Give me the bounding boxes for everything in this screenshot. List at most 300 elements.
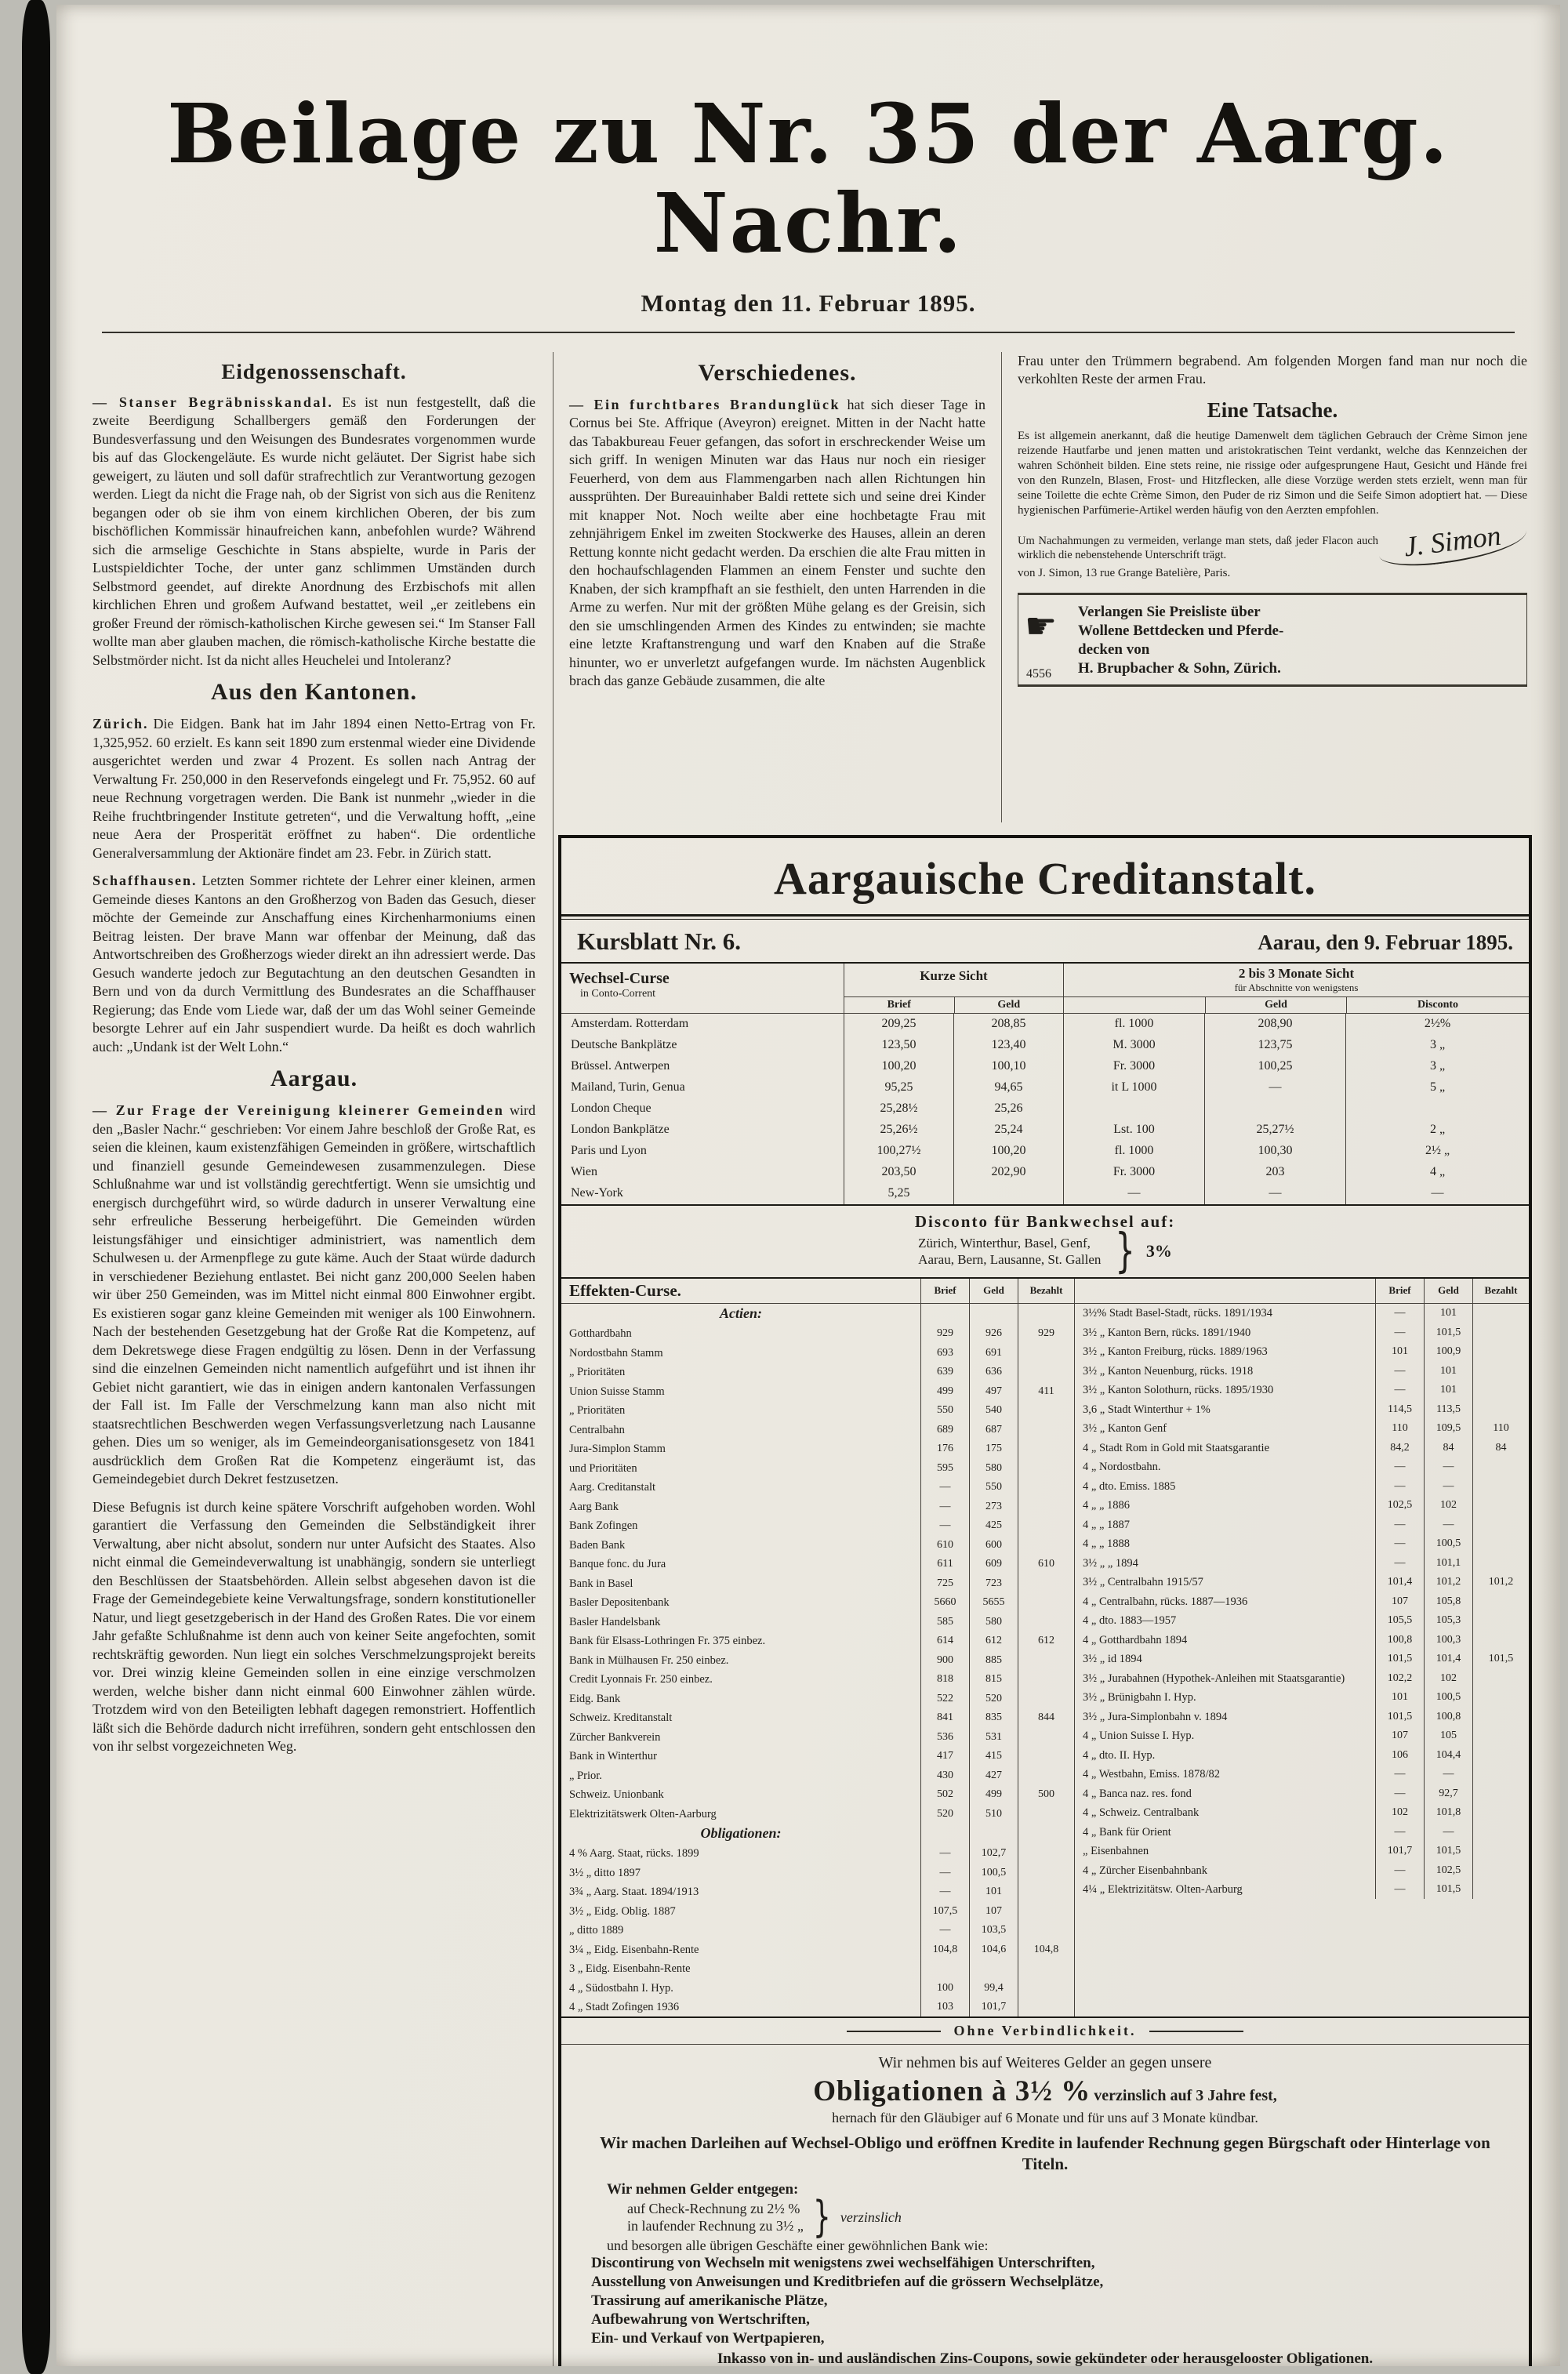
row-label: 3½ „ Jurabahnen (Hypothek-Anleihen mit Staatsgarantie) — [1083, 1672, 1345, 1685]
article-body: Die Eidgen. Bank hat im Jahr 1894 einen Netto-Ertrag von Fr. 1,325,952. 60 erzielt. Es kann seit 1890 zum erstenmal wieder eine Dividende ausgerichtet werden und zwar 4 Prozent. Es sollen nach Antrag der Verwaltung Fr. 250,000 in den Reservefonds eingelegt und Fr. 75,952. 60 auf neue Rechnung vorgetragen werden. Die Bank ist nunmehr „wieder in die Reihe fruchtbringender Institute getreten“, und die Verwaltung hofft, „eine neue Aera der Prosperität eröffnet zu haben“. Die ordentliche Generalversammlung der Aktionäre findet am 23. Febr. in Zürich statt. — [93, 716, 535, 861]
bezahlt-value: 101,5 — [1472, 1650, 1529, 1669]
row-label: und Prioritäten — [569, 1461, 637, 1475]
geld-value: 101 — [969, 1882, 1018, 1902]
geld-value: 540 — [969, 1401, 1018, 1421]
brace-glyph: } — [812, 2193, 831, 2242]
column-header-brief: Brief — [887, 998, 911, 1011]
column-header: 2 bis 3 Monate Sicht — [1238, 965, 1355, 981]
bezahlt-value — [1472, 1381, 1529, 1400]
bezahlt-value — [1472, 1745, 1529, 1765]
brief-value: 841 — [920, 1708, 969, 1728]
row-label: Bank Zofingen — [569, 1519, 638, 1533]
bezahlt-value — [1472, 1765, 1529, 1784]
geld-value: 510 — [969, 1804, 1018, 1824]
brief-value: 209,25 — [844, 1014, 953, 1035]
footer-obligationen-line — [580, 2075, 1510, 2108]
footer-gelder-entgegen: Wir nehmen Gelder entgegen: — [607, 2181, 799, 2198]
bezahlt-value — [1472, 1803, 1529, 1823]
row-label: Mailand, Turin, Genua — [571, 1080, 685, 1094]
geld-value: 600 — [969, 1535, 1018, 1555]
row-label: 3,6 „ Stadt Winterthur + 1% — [1083, 1403, 1210, 1416]
bezahlt-value — [1472, 1822, 1529, 1842]
brief-value: 102,5 — [1375, 1496, 1424, 1516]
disconto-value: 3 „ — [1345, 1035, 1529, 1056]
footer-line: und besorgen alle übrigen Geschäfte einer gewöhnlichen Bank wie: — [607, 2238, 989, 2254]
row-label: Zürcher Bankverein — [569, 1730, 661, 1744]
brief-value: — — [1375, 1534, 1424, 1554]
table-row — [1075, 1880, 1529, 1900]
geld-value: — — [1424, 1765, 1472, 1784]
table-row — [1075, 1726, 1529, 1746]
brief-value: 430 — [920, 1766, 969, 1785]
row-label: 3½ „ Jura-Simplonbahn v. 1894 — [1083, 1710, 1228, 1723]
brief-value: 203,50 — [844, 1162, 953, 1183]
table-row — [1075, 1399, 1529, 1419]
table-row — [1075, 1650, 1529, 1669]
table-row — [561, 1727, 1074, 1747]
geld-value: — — [1424, 1515, 1472, 1534]
table-row — [1075, 1457, 1529, 1477]
geld-value: 105 — [1424, 1726, 1472, 1746]
article-stanser — [93, 394, 535, 670]
brief-value: — — [1375, 1784, 1424, 1803]
table-row — [561, 1183, 1529, 1204]
konto-rate: in laufender Rechnung zu 3½ „ — [627, 2218, 804, 2234]
geld-value: 175 — [969, 1439, 1018, 1459]
column-header-geld: Geld — [954, 997, 1064, 1013]
service-line: Ein- und Verkauf von Wertpapieren, — [591, 2330, 825, 2347]
geld-value: 815 — [969, 1670, 1018, 1690]
row-label: 3½ „ Kanton Bern, rücks. 1891/1940 — [1083, 1326, 1251, 1339]
geld-value: 835 — [969, 1708, 1018, 1728]
footer-line: Wir nehmen bis auf Weiteres Gelder an gegen unsere — [878, 2054, 1212, 2072]
abschnitt-value: fl. 1000 — [1063, 1014, 1204, 1035]
bezahlt-value — [1018, 1612, 1074, 1632]
row-label: 3½ „ Kanton Freiburg, rücks. 1889/1963 — [1083, 1345, 1268, 1359]
geld-value: 101 — [1424, 1304, 1472, 1323]
brief-value: 84,2 — [1375, 1438, 1424, 1457]
disconto-value: 2 „ — [1345, 1120, 1529, 1141]
geld-value: 612 — [969, 1632, 1018, 1651]
bezahlt-value — [1018, 1844, 1074, 1864]
subcolumn-headers — [844, 996, 1063, 1013]
row-label: Elektrizitätswerk Olten-Aarburg — [569, 1807, 717, 1820]
geld-value: 100,10 — [953, 1056, 1063, 1077]
bezahlt-value — [1472, 1496, 1529, 1516]
disconto-value: 5 „ — [1345, 1077, 1529, 1098]
footer-rates-row — [580, 2193, 1510, 2242]
brief-value: — — [1375, 1323, 1424, 1342]
row-label: 3½% Stadt Basel-Stadt, rücks. 1891/1934 — [1083, 1307, 1273, 1320]
table-row — [561, 1363, 1074, 1382]
geld-value: 102,7 — [969, 1844, 1018, 1864]
geld-value: 101,5 — [1424, 1880, 1472, 1900]
right-column — [1002, 352, 1532, 822]
table-row — [561, 1478, 1074, 1497]
bezahlt-value — [1472, 1688, 1529, 1708]
table-row — [561, 1901, 1074, 1921]
empty-cell — [969, 1304, 1018, 1324]
row-label: 4 „ dto. Emiss. 1885 — [1083, 1479, 1176, 1493]
row-label: Aarg. Creditanstalt — [569, 1481, 656, 1494]
table-row — [1075, 1419, 1529, 1439]
row-label: 4 „ „ 1888 — [1083, 1537, 1131, 1551]
brief-value: 123,50 — [844, 1035, 953, 1056]
bezahlt-value — [1018, 1998, 1074, 2017]
brief-value: 101,7 — [1375, 1842, 1424, 1861]
row-label: 4 „ Centralbahn, rücks. 1887—1936 — [1083, 1595, 1248, 1608]
brief-value: 611 — [920, 1555, 969, 1574]
article-lead: — Stanser Begräbnisskandal. — [93, 394, 334, 410]
bezahlt-value — [1018, 1689, 1074, 1708]
abschnitt-value: Fr. 3000 — [1063, 1056, 1204, 1077]
row-label: 4 „ Union Suisse I. Hyp. — [1083, 1730, 1195, 1743]
creditanstalt-footer — [561, 2045, 1529, 2366]
brief-value: 25,26½ — [844, 1120, 953, 1141]
geld2-value — [1204, 1098, 1345, 1120]
footer-darleihen: Wir machen Darleihen auf Wechsel-Obligo und eröffnen Kredite in laufender Rechnung gegen Bürgschaft oder Hinterlage von Titeln. — [600, 2133, 1490, 2174]
table-row — [561, 1098, 1529, 1120]
bezahlt-value — [1472, 1726, 1529, 1746]
geld2-value: 123,75 — [1204, 1035, 1345, 1056]
table-row — [1075, 1304, 1529, 1323]
geld-value: 531 — [969, 1727, 1018, 1747]
geld-value: 113,5 — [1424, 1399, 1472, 1419]
empty-cell — [920, 1824, 969, 1844]
bezahlt-value — [1472, 1553, 1529, 1573]
brief-value: 499 — [920, 1381, 969, 1401]
geld-value: 202,90 — [953, 1162, 1063, 1183]
section-title-eidgenossenschaft: Eidgenossenschaft. — [221, 359, 407, 383]
geld-value: 105,3 — [1424, 1611, 1472, 1631]
row-label: London Cheque — [571, 1102, 652, 1116]
table-row — [561, 1120, 1529, 1141]
subheader-label: Actien: — [720, 1305, 762, 1322]
kursblatt-row — [561, 920, 1529, 964]
column-header-bezahlt: Bezahlt — [1018, 1279, 1074, 1303]
abschnitt-value — [1063, 1098, 1204, 1120]
table-row — [1075, 1765, 1529, 1784]
disconto-value: — — [1345, 1183, 1529, 1204]
bezahlt-value — [1018, 1747, 1074, 1766]
bezahlt-value: 110 — [1472, 1419, 1529, 1439]
section-title-aargau: Aargau. — [270, 1065, 358, 1092]
row-label: 3½ „ Kanton Solothurn, rücks. 1895/1930 — [1083, 1384, 1274, 1397]
brief-value: — — [920, 1516, 969, 1536]
table-row — [561, 1458, 1074, 1478]
brief-value: 25,28½ — [844, 1098, 953, 1120]
column-subheader: in Conto-Corrent — [580, 987, 656, 1000]
brief-value: — — [920, 1863, 969, 1882]
row-label: 3½ „ Eidg. Oblig. 1887 — [569, 1904, 676, 1918]
disconto-value: 3 „ — [1345, 1056, 1529, 1077]
brief-value: — — [920, 1497, 969, 1516]
brief-value: 104,8 — [920, 1940, 969, 1959]
disconto-section — [561, 1206, 1529, 1279]
row-label: Schweiz. Unionbank — [569, 1788, 664, 1802]
service-line: Discontirung von Wechseln mit wenigstens zwei wechselfähigen Unterschriften, — [591, 2255, 1095, 2272]
row-label: Aarg Bank — [569, 1500, 619, 1513]
row-label: Gotthardbahn — [569, 1327, 632, 1341]
geld-value: — — [1424, 1822, 1472, 1842]
geld-value: 609 — [969, 1555, 1018, 1574]
empty-cell — [969, 1824, 1018, 1844]
brief-value: 101 — [1375, 1342, 1424, 1362]
row-label: 3½ „ Kanton Genf — [1083, 1422, 1167, 1436]
wechsel-curse-table — [561, 964, 1529, 1206]
row-label: Centralbahn — [569, 1423, 625, 1436]
table-row — [561, 1863, 1074, 1882]
geld-value: 691 — [969, 1343, 1018, 1363]
bezahlt-value — [1018, 1593, 1074, 1613]
kursblatt-date: Aarau, den 9. Februar 1895. — [1258, 930, 1513, 954]
kursblatt-number: Kursblatt Nr. 6. — [577, 927, 741, 955]
bezahlt-value — [1472, 1323, 1529, 1342]
brief-value: 106 — [1375, 1745, 1424, 1765]
brief-value: 100,27½ — [844, 1141, 953, 1162]
brief-value: 417 — [920, 1747, 969, 1766]
bezahlt-value — [1472, 1668, 1529, 1688]
bezahlt-value: 411 — [1018, 1381, 1074, 1401]
row-label: 4 „ Stadt Zofingen 1936 — [569, 2001, 680, 2014]
geld-value: 92,7 — [1424, 1784, 1472, 1803]
geld-value: 101,4 — [1424, 1650, 1472, 1669]
article-zurich — [93, 715, 535, 862]
table-row — [561, 1381, 1074, 1401]
abschnitt-value: — — [1063, 1183, 1204, 1204]
table-row — [561, 1844, 1074, 1864]
row-label: Jura-Simplon Stamm — [569, 1443, 666, 1456]
row-label: London Bankplätze — [571, 1123, 670, 1137]
simon-address: von J. Simon, 13 rue Grange Batelière, Paris. — [1018, 566, 1231, 579]
bezahlt-value — [1018, 1882, 1074, 1902]
page-content — [56, 333, 1560, 2366]
disconto-cities — [918, 1235, 1101, 1268]
geld2-value: 203 — [1204, 1162, 1345, 1183]
double-rule — [561, 914, 1529, 920]
bezahlt-value — [1472, 1630, 1529, 1650]
table-row — [561, 1420, 1074, 1439]
abschnitt-value: Lst. 100 — [1063, 1120, 1204, 1141]
footer-line: hernach für den Gläubiger auf 6 Monate und für uns auf 3 Monate kündbar. — [832, 2110, 1258, 2126]
service-line: Ausstellung von Anweisungen und Kreditbriefen auf die grössern Wechselplätze, — [591, 2274, 1104, 2291]
row-label: „ Prioritäten — [569, 1366, 626, 1379]
masthead-title: Beilage zu Nr. 35 der Aarg. Nachr. — [167, 85, 1450, 272]
column-header-empty — [1064, 997, 1205, 1013]
table-row — [561, 1632, 1074, 1651]
bezahlt-value — [1018, 1516, 1074, 1536]
article-lead: — Zur Frage der Vereinigung kleinerer Gemeinden — [93, 1102, 505, 1119]
geld-value: 415 — [969, 1747, 1018, 1766]
brief-value: 610 — [920, 1535, 969, 1555]
column-header: Kurze Sicht — [920, 967, 988, 983]
bezahlt-value — [1018, 1343, 1074, 1363]
geld-value: 926 — [969, 1324, 1018, 1344]
bezahlt-value — [1018, 1478, 1074, 1497]
bezahlt-value — [1018, 1574, 1074, 1593]
row-label: „ Eisenbahnen — [1083, 1845, 1149, 1858]
subcolumn-headers — [1064, 996, 1529, 1013]
bezahlt-value — [1018, 1727, 1074, 1747]
column-header-brief: Brief — [920, 1279, 969, 1303]
geld2-value: — — [1204, 1077, 1345, 1098]
geld-value: 580 — [969, 1458, 1018, 1478]
table-row — [561, 1670, 1074, 1690]
ad-text — [1078, 603, 1517, 678]
ad-line: H. Brupbacher & Sohn, Zürich. — [1078, 659, 1281, 677]
bezahlt-value — [1472, 1361, 1529, 1381]
bezahlt-value: 612 — [1018, 1632, 1074, 1651]
subheader-label: Obligationen: — [700, 1825, 782, 1842]
bezahlt-value — [1018, 1766, 1074, 1785]
obligationen-rest: verzinslich auf 3 Jahre fest, — [1094, 2087, 1277, 2105]
table-row — [1075, 1342, 1529, 1362]
column-header-bezahlt: Bezahlt — [1472, 1279, 1529, 1303]
book-binding-strip — [22, 0, 50, 2374]
brief-value: 502 — [920, 1785, 969, 1805]
geld-value: 25,24 — [953, 1120, 1063, 1141]
brief-value: 102,2 — [1375, 1668, 1424, 1688]
table-row — [1075, 1534, 1529, 1554]
effekten-curse-table — [561, 1279, 1529, 2019]
geld-value: 101,7 — [969, 1998, 1018, 2017]
section-title-kantone: Aus den Kantonen. — [211, 679, 417, 706]
obligationen-rate: Obligationen à 3½ % — [813, 2075, 1091, 2108]
article-body: Letzten Sommer richtete der Lehrer einer kleinen, armen Gemeinde dieses Kantons an den Großherzog von Baden das Gesuch, dieser möchte der Gemeinde zur Anschaffung eines Kirchenharmoniums einen Beitrag leisten. Der brave Mann war offenbar der Meinung, daß das Antwortschreiben des Großherzogs wieder direkt an ihn adressiert werde. Das Gesuch wanderte jedoch zur Begutachtung an den deutschen Gesandten in Bern und von da durch Vermittlung des Bundesrates an die Schaffhauser Regierung; das Ende vom Liede war, daß der um das Wohl seiner Gemeinde besorgte Lehrer auf ein Jahr suspendiert wurde. Da heißt es doch wahrlich auch: „Undank ist der Welt Lohn.“ — [93, 873, 535, 1055]
brief-value: 520 — [920, 1804, 969, 1824]
geld-value: 5655 — [969, 1593, 1018, 1613]
brief-value: 900 — [920, 1650, 969, 1670]
row-label: 3½ „ id 1894 — [1083, 1653, 1142, 1666]
section-aargau — [93, 1065, 535, 1756]
bezahlt-value — [1472, 1707, 1529, 1726]
article-brandunglueck — [569, 396, 985, 691]
actien-subheader — [561, 1304, 1074, 1324]
row-label: „ Prioritäten — [569, 1404, 626, 1418]
table-row — [1075, 1688, 1529, 1708]
row-label: Credit Lyonnais Fr. 250 einbez. — [569, 1673, 713, 1686]
row-label: 4 „ Westbahn, Emiss. 1878/82 — [1083, 1768, 1220, 1781]
article-body: wird den „Basler Nachr.“ geschrieben: Vor einem Jahre beschloß der Große Rat, es seien die kleinen, kaum existenzfähigen Gemeinden in größere, wirtschaftlich und finanziell gesunde Gemeindewesen zusammenzulegen. Diese Schlußnahme war und ist vollständig gerechtfertigt. Wenn sie umsichtig und energisch durchgeführt wird, so würde dadurch in unserer Verwaltung eine sehr erfreuliche Besserung herbeigeführt. Die Gemeinden würden leistungsfähiger und einsichtiger administriert, was namentlich dem Schulwesen u. der Armenpflege zu gute käme. Auch der Staat würde dadurch in verschiedener Beziehung entlastet. Bei nicht ganz 200,000 Seelen haben wir über 250 Gemeinden, was im Mittel nicht einmal 800 Einwohner ergibt. Es existieren sogar ganz kleine Gemeinden mit weniger als 100 Einwohnern. Nach der bestehenden Gesetzgebung hat der Große Rat die Kompetenz, auf dem Dekretswege diese Fragen endgültig zu lösen. Denn in der Verfassung sind die einzelnen Gemeinden nicht namentlich aufgeführt und ist ihnen ihr Gebiet nicht garantiert, wie das in einigen andern kantonalen Verfassungen der Fall ist. Im Falle der Verschmelzung kann man also nicht mit staatsrechtlichen Beschwerden wegen Verfassungsverletzung nach Lausanne gehen. Dies um so weniger, als im Gemeindeorganisationsgesetz von 1841 ausdrücklich dem Großen Rat die Kompetenz eingeräumt ist, das Gemeindegebiet durch Dekret festzusetzen. — [93, 1102, 535, 1487]
article-body: Es ist nun festgestellt, daß die zweite Beerdigung Schallbergers gemäß den Forderungen der Bundesverfassung und den Weisungen des Bundesrates vorgenommen wurde bis auf das Glockengeläute. Es wurde nicht geläutet. Der Sigrist habe sich geweigert, zu läuten und soll dafür strafrechtlich zur Verantwortung gezogen werden. Liegt da nicht die Frage nah, ob der Sigrist von sich aus die Renitenz begangen oder ob sie ihm von einem kirchlichen Oberen, der bis zum bischöflichen Kommissär hinaufreichen kann, anbefohlen wurde? Während sich die armselige Geschichte in Stans abspielte, wurde in Paris der Lustspieldichter Toche, der unter ganz schlimmen Umständen durch Selbstmord geendet, auf direkte Anordnung des Erzbischofs mit allen kirchlichen Ehren und großem Aufwand bestattet, weil „er zeitlebens ein großer Freund der römisch-katholischen Kirche gewesen sei.“ Im Stanser Fall wollte man aber glauben machen, die römisch-katholische Kirche bestatte die Selbstmörder nicht. Ist da nicht alles Heuchelei und Intoleranz? — [93, 394, 536, 668]
geld-value: 101 — [1424, 1361, 1472, 1381]
empty-cell — [1018, 1304, 1074, 1324]
table-row — [561, 1766, 1074, 1785]
bezahlt-value — [1018, 1804, 1074, 1824]
abschnitt-value: fl. 1000 — [1063, 1141, 1204, 1162]
brief-value: 101 — [1375, 1688, 1424, 1708]
table-row — [1075, 1822, 1529, 1842]
ad-number: 4556 — [1026, 666, 1051, 681]
column-header: Wechsel-Curse — [569, 969, 670, 987]
row-label: Bank in Mülhausen Fr. 250 einbez. — [569, 1653, 729, 1667]
bezahlt-value — [1018, 1901, 1074, 1921]
brief-value: — — [1375, 1361, 1424, 1381]
geld-value — [953, 1183, 1063, 1204]
row-label: Baden Bank — [569, 1538, 626, 1552]
geld-value: 101,5 — [1424, 1842, 1472, 1861]
row-label: „ ditto 1889 — [569, 1924, 624, 1937]
wechsel-header-monatssicht — [1063, 964, 1529, 1013]
effekten-title: Effekten-Curse. — [569, 1280, 681, 1300]
geld-value: 101,5 — [1424, 1323, 1472, 1342]
bezahlt-value: 101,2 — [1472, 1573, 1529, 1592]
brief-value: — — [1375, 1381, 1424, 1400]
row-label: 4 „ Gotthardbahn 1894 — [1083, 1633, 1188, 1646]
ad-line: decken von — [1078, 641, 1150, 658]
geld-value: 497 — [969, 1381, 1018, 1401]
column-header-geld: Geld — [969, 1279, 1018, 1303]
table-row — [1075, 1784, 1529, 1803]
brief-value: — — [920, 1921, 969, 1940]
table-row — [561, 1574, 1074, 1593]
section-eidgenossenschaft — [93, 360, 535, 670]
table-row — [1075, 1515, 1529, 1534]
row-label: 3¼ „ Eidg. Eisenbahn-Rente — [569, 1943, 699, 1956]
table-row — [561, 1555, 1074, 1574]
brief-value: 100,8 — [1375, 1630, 1424, 1650]
brief-value: — — [1375, 1304, 1424, 1323]
geld-value: 723 — [969, 1574, 1018, 1593]
ohne-verbindlichkeit-text: Ohne Verbindlichkeit. — [953, 2023, 1137, 2039]
cities-line-2: Aarau, Bern, Lausanne, St. Gallen — [918, 1251, 1102, 1267]
disconto-value — [1345, 1098, 1529, 1120]
table-row — [561, 1401, 1074, 1421]
table-row — [1075, 1381, 1529, 1400]
empty-cell — [920, 1304, 969, 1324]
column-subheader: für Abschnitte von wenigstens — [1234, 981, 1359, 993]
table-row — [1075, 1553, 1529, 1573]
row-label: Wien — [571, 1165, 598, 1179]
brief-value: — — [920, 1478, 969, 1497]
brief-value: 100,20 — [844, 1056, 953, 1077]
signature-row — [1018, 519, 1527, 563]
brief-value: 114,5 — [1375, 1399, 1424, 1419]
wechsel-header-kurzsicht — [844, 964, 1063, 1013]
simon-signature: J. Simon — [1377, 515, 1529, 571]
article-schaffhausen — [93, 872, 535, 1056]
brief-value: 689 — [920, 1420, 969, 1439]
row-label: New-York — [571, 1186, 623, 1200]
table-row — [561, 1650, 1074, 1670]
brief-value: 110 — [1375, 1419, 1424, 1439]
bezahlt-value: 84 — [1472, 1438, 1529, 1457]
section-title-verschiedenes: Verschiedenes. — [698, 359, 857, 386]
brief-value: 105,5 — [1375, 1611, 1424, 1631]
geld-value: 100,8 — [1424, 1707, 1472, 1726]
brief-value: 595 — [920, 1458, 969, 1478]
brief-value: 693 — [920, 1343, 969, 1363]
geld-value: 687 — [969, 1420, 1018, 1439]
abschnitt-value: Fr. 3000 — [1063, 1162, 1204, 1183]
bezahlt-value — [1018, 1420, 1074, 1439]
table-row — [561, 1747, 1074, 1766]
bezahlt-value: 500 — [1018, 1785, 1074, 1805]
row-label: 4 % Aarg. Staat, rücks. 1899 — [569, 1847, 699, 1860]
check-rate: auf Check-Rechnung zu 2½ % — [627, 2201, 800, 2217]
geld-value: 105,8 — [1424, 1592, 1472, 1611]
table-row — [561, 1689, 1074, 1708]
article-lead: Zürich. — [93, 716, 149, 732]
bezahlt-value — [1472, 1592, 1529, 1611]
brief-value: — — [1375, 1765, 1424, 1784]
bezahlt-value — [1472, 1611, 1529, 1631]
row-label: 3½ „ Kanton Neuenburg, rücks. 1918 — [1083, 1364, 1254, 1378]
brief-value: 107,5 — [920, 1901, 969, 1921]
table-row — [1075, 1361, 1529, 1381]
geld-value: 101,8 — [1424, 1803, 1472, 1823]
row-label: 3½ „ ditto 1897 — [569, 1866, 641, 1879]
